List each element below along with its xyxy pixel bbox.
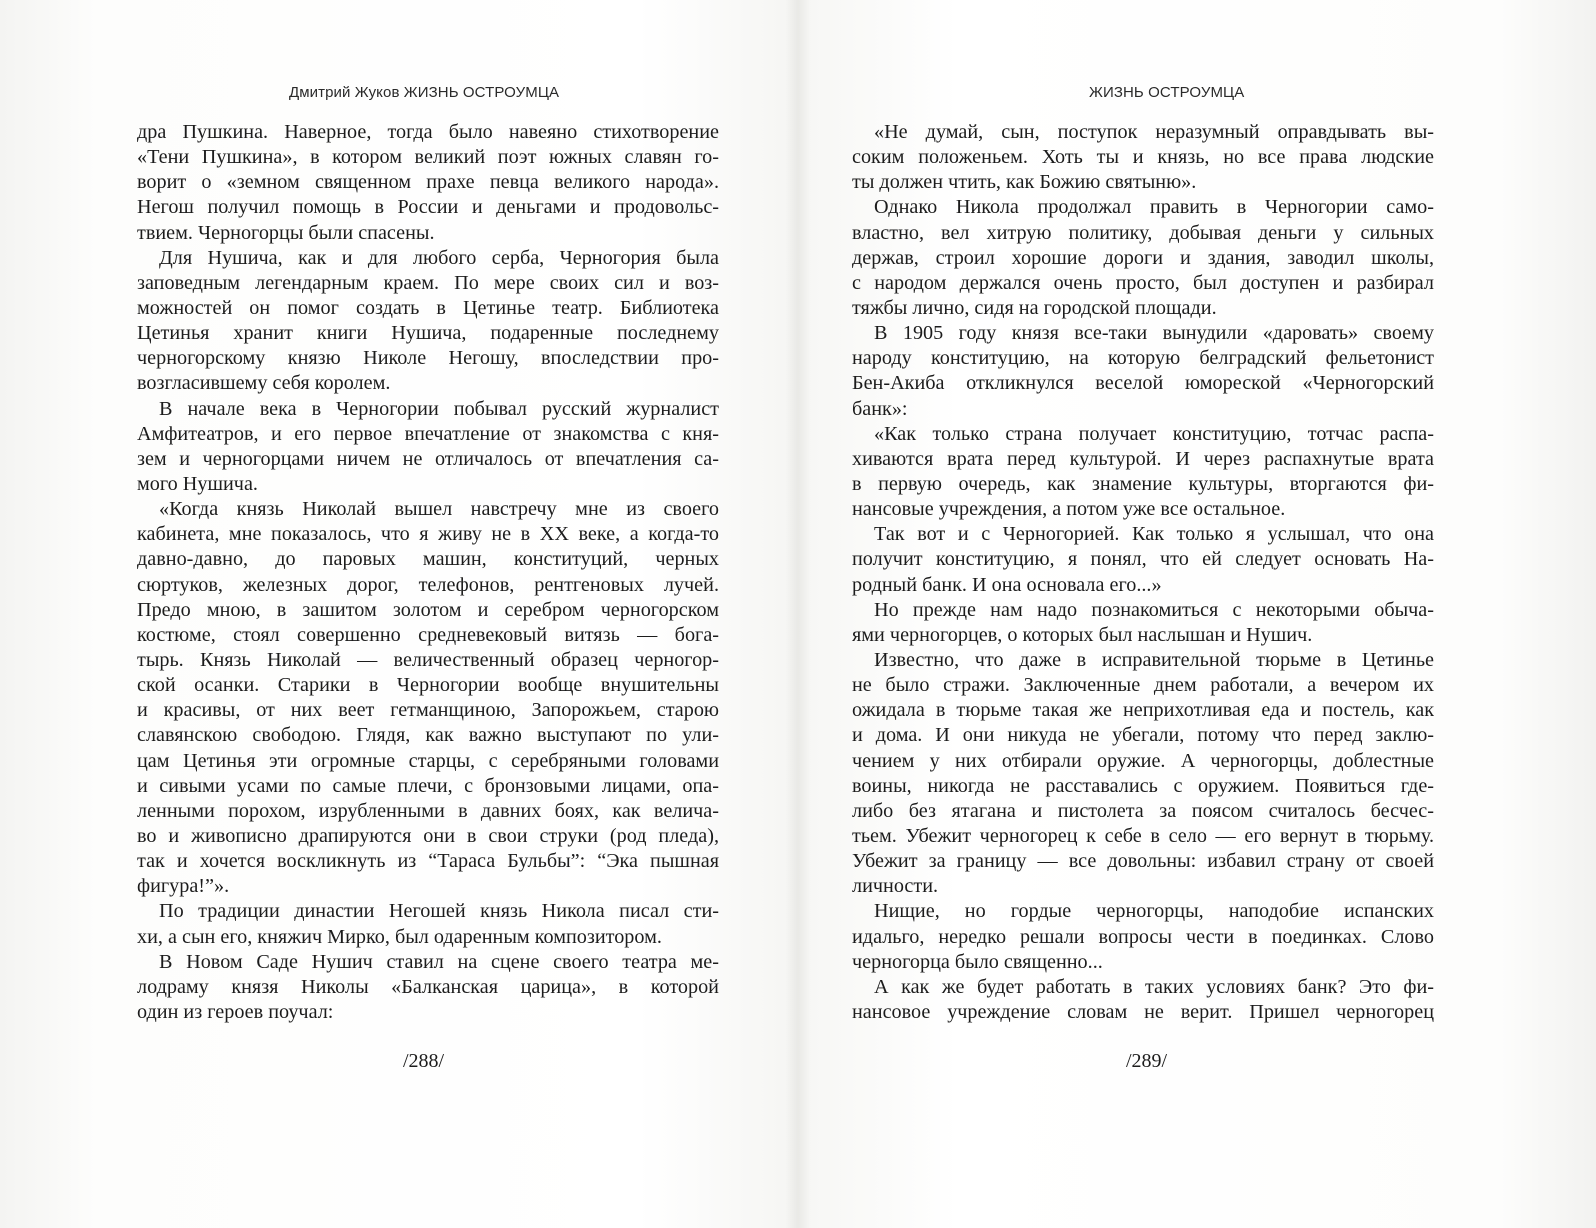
text-line: чением у них отбирали оружие. А черногорцы, доблестные [852, 749, 1434, 772]
text-line: В Новом Саде Нушич ставил на сцене своего театра ме- [159, 950, 719, 973]
text-line: мого Нушича. [137, 472, 258, 495]
text-line: тьем. Убежит черногорец к себе в село — его вернут в тюрьму. [852, 824, 1434, 847]
text-line: личности. [852, 875, 939, 898]
text-line: Бен-Акиба откликнулся веселой юмореской «Черногорский [852, 372, 1434, 395]
text-line: черногорскому князю Николе Негошу, впоследствии про- [137, 347, 719, 370]
text-line: давно-давно, до паровых машин, конституций, черных [137, 548, 719, 571]
text-line: не было стражи. Заключенные днем работали, а вечером их [852, 674, 1434, 697]
text-line: ской осанки. Старики в Черногории вообще внушительны [137, 674, 719, 697]
text-line: идальго, нередко решали вопросы чести в поединках. Слово [852, 925, 1434, 948]
text-line: народу конституцию, на которую белградский фельетонист [852, 347, 1434, 370]
text-line: ями черногорцев, о которых был наслышан и Нушич. [852, 623, 1313, 646]
text-line: твием. Черногорцы были спасены. [137, 221, 435, 244]
text-line: в первую очередь, как знамение культуры, вторгаются фи- [852, 472, 1434, 495]
right-page-number: /289/ [1126, 1050, 1168, 1072]
text-line: во и живописно драпируются они в свои струки (род пледа), [137, 824, 719, 847]
text-line: В начале века в Черногории побывал русский журналист [159, 397, 719, 420]
text-line: зем и черногорцами ничем не отличалось от впечатления са- [137, 447, 719, 470]
text-line: воины, никогда не расставались с оружием. Появиться где- [852, 774, 1434, 797]
right-running-head: ЖИЗНЬ ОСТРОУМЦА [1089, 84, 1245, 101]
left-running-head: Дмитрий Жуков ЖИЗНЬ ОСТРОУМЦА [289, 84, 560, 101]
text-line: Предо мною, в зашитом золотом и серебром черногорском [137, 598, 719, 621]
text-line: возгласившему себя королем. [137, 372, 391, 395]
text-line: один из героев поучал: [137, 1000, 334, 1023]
text-line: с народом держался очень просто, был доступен и разбирал [852, 271, 1434, 294]
text-line: В 1905 году князя все-таки вынудили «даровать» своему [874, 322, 1434, 345]
text-line: соким положеньем. Хоть ты и князь, но все права людские [852, 146, 1434, 169]
text-line: хиваются врата перед культурой. И через распахнутые врата [852, 447, 1434, 470]
text-line: родный банк. И она основала его...» [852, 573, 1162, 596]
text-line: кабинета, мне показалось, что я живу не в XX веке, а когда-то [137, 523, 719, 546]
text-line: можностей он помог создать в Цетинье театр. Библиотека [137, 296, 719, 319]
text-line: и дома. И они никуда не убегали, потому что перед заклю- [852, 724, 1434, 747]
text-line: ворит о «земном священном прахе певца великого народа». [137, 171, 719, 194]
text-line: ленными порохом, изрубленными в давних боях, как велича- [137, 799, 719, 822]
text-line: ты должен чтить, как Божию святыню». [852, 171, 1197, 194]
right-body-text [852, 120, 1434, 1025]
left-body-text [137, 120, 719, 1025]
text-line: черногорца было священно... [852, 950, 1103, 973]
text-line: «Как только страна получает конституцию, тотчас распа- [874, 422, 1434, 445]
text-line: сюртуков, железных дорог, телефонов, рентгеновых лучей. [137, 573, 719, 596]
text-line: лодраму князя Николы «Балканская царица», в которой [137, 975, 719, 998]
text-line: властно, вел хитрую политику, добывая деньги у сильных [852, 221, 1434, 244]
text-line: Негош получил помощь в России и деньгами и продовольс- [137, 196, 719, 219]
text-line: славянскою свободою. Глядя, как важно выступают по ули- [137, 724, 719, 747]
text-line: тырь. Князь Николай — величественный образец черногор- [137, 648, 719, 671]
text-line: заповедным легендарным краем. По мере своих сил и воз- [137, 271, 719, 294]
text-line: фигура!”». [137, 875, 230, 898]
text-line: получит конституцию, я понял, что ей следует основать На- [852, 548, 1434, 571]
text-line: цам Цетинья эти огромные старцы, с серебряными головами [137, 749, 719, 772]
text-line: Известно, что даже в исправительной тюрьме в Цетинье [874, 648, 1434, 671]
text-line: Но прежде нам надо познакомиться с некоторыми обыча- [874, 598, 1434, 621]
text-line: Нищие, но гордые черногорцы, наподобие испанских [874, 900, 1434, 923]
left-page-number: /288/ [403, 1050, 445, 1072]
text-line: ожидала в тюрьме такая же неприхотливая еда и постель, как [852, 699, 1434, 722]
text-line: и красивы, от них веет гетманщиною, Запорожьем, старою [137, 699, 719, 722]
text-line: По традиции династии Негошей князь Никола писал сти- [159, 900, 719, 923]
text-line: банк»: [852, 397, 908, 420]
text-line: «Не думай, сын, поступок неразумный оправдывать вы- [874, 121, 1434, 143]
text-line: Амфитеатров, и его первое впечатление от знакомства с кня- [137, 422, 719, 445]
text-line: нансовое учреждение словам не верит. Пришел черногорец [852, 1000, 1434, 1023]
text-line: хи, а сын его, княжич Мирко, был одаренным композитором. [137, 925, 662, 948]
text-line: Для Нушича, как и для любого серба, Черногория была [159, 246, 719, 269]
text-line: тяжбы лично, сидя на городской площади. [852, 296, 1217, 319]
text-line: костюме, стоял совершенно средневековый витязь — бога- [137, 623, 719, 646]
text-line: Однако Никола продолжал править в Черногории само- [874, 196, 1434, 219]
text-line: Убежит за границу — все довольны: избавил страну от своей [852, 850, 1434, 873]
text-line: «Когда князь Николай вышел навстречу мне из своего [159, 498, 719, 521]
text-line: А как же будет работать в таких условиях банк? Это фи- [874, 975, 1434, 998]
text-line: нансовые учреждения, а потом уже все остальное. [852, 498, 1286, 521]
text-line: и сивыми усами по самые плечи, с бронзовыми лицами, опа- [137, 774, 719, 797]
text-line: либо без ятагана и пистолета за поясом считалось бесчес- [852, 799, 1434, 822]
text-line: держав, строил хорошие дороги и здания, заводил школы, [852, 246, 1434, 269]
text-line: Цетинья хранит книги Нушича, подаренные последнему [137, 322, 719, 345]
text-line: Так вот и с Черногорией. Как только я услышал, что она [874, 523, 1434, 546]
text-line: «Тени Пушкина», в котором великий поэт южных славян го- [137, 146, 719, 169]
text-line: дра Пушкина. Наверное, тогда было навеяно стихотворение [137, 121, 719, 143]
text-line: так и хочется воскликнуть из “Тараса Бульбы”: “Эка пышная [137, 850, 719, 873]
right-page [798, 0, 1596, 1228]
